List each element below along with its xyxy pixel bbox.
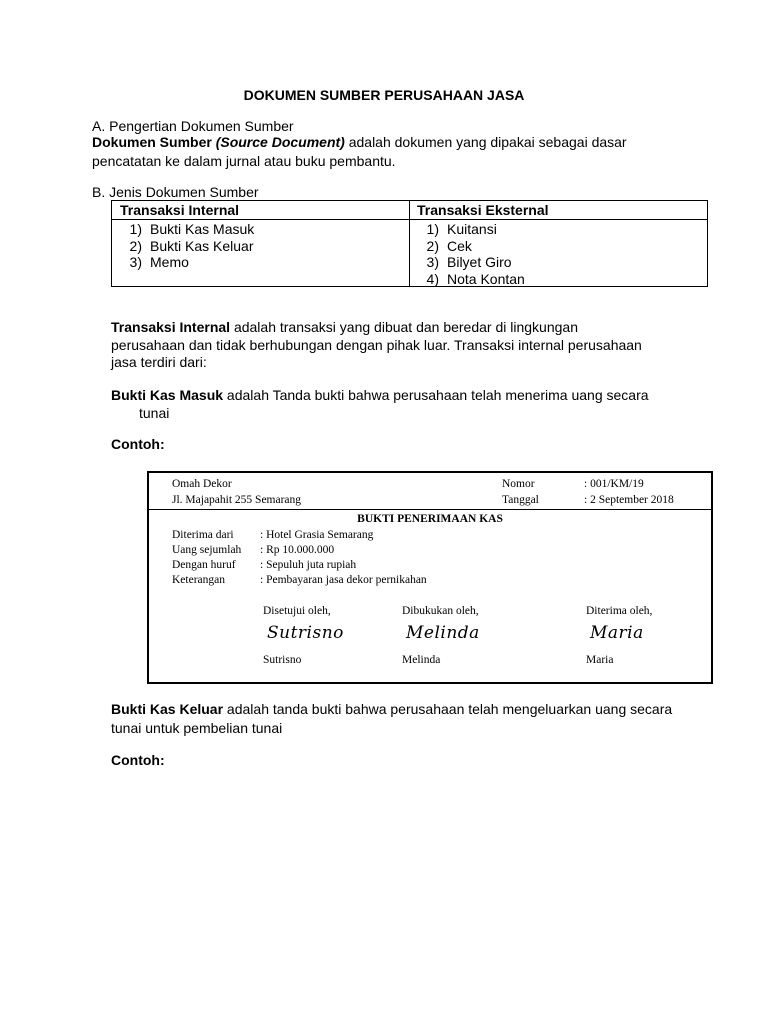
receipt-field-label: Uang sejumlah: [172, 544, 242, 556]
signer-role-booked: Dibukukan oleh,: [402, 605, 479, 617]
signature-maria: Maria: [590, 623, 644, 643]
receipt-address: Jl. Majapahit 255 Semarang: [172, 494, 302, 506]
list-item: 2) Bukti Kas Keluar: [129, 237, 254, 254]
section-a-definition-line-2: pencatatan ke dalam jurnal atau buku pembantu.: [92, 153, 396, 169]
section-b-heading: B. Jenis Dokumen Sumber: [92, 184, 259, 200]
receipt-company: Omah Dekor: [172, 478, 232, 490]
list-item: 4) Nota Kontan: [426, 270, 525, 287]
column-header-eksternal: Transaksi Eksternal: [417, 202, 549, 218]
section-a-term-italic: (Source Document): [215, 134, 345, 150]
section-a-definition-line-1: [92, 134, 627, 151]
receipt-nomor-label: Nomor: [502, 478, 535, 490]
receipt-heading: BUKTI PENERIMAAN KAS: [357, 513, 503, 525]
contoh-label: Contoh:: [111, 436, 165, 452]
page-title: DOKUMEN SUMBER PERUSAHAAN JASA: [243, 87, 525, 103]
kas-keluar-line-2: tunai untuk pembelian tunai: [111, 720, 283, 736]
receipt-nomor-value: : 001/KM/19: [584, 478, 644, 490]
receipt-field-label: Diterima dari: [172, 529, 234, 541]
section-a-term: Dokumen Sumber: [92, 134, 216, 150]
list-item: 3) Memo: [129, 254, 189, 270]
internal-para-line-1: Transaksi Internal adalah transaksi yang dibuat dan beredar di lingkungan: [111, 319, 578, 335]
signer-name-booked: Melinda: [402, 654, 441, 666]
receipt-field-value: : Sepuluh juta rupiah: [260, 559, 357, 571]
receipt-field-label: Dengan huruf: [172, 559, 236, 571]
kas-keluar-line-1: Bukti Kas Keluar adalah tanda bukti bahwa perusahaan telah mengeluarkan uang secara: [111, 701, 673, 717]
kas-masuk-term: Bukti Kas Masuk: [111, 387, 224, 403]
receipt-field-value: : Rp 10.000.000: [260, 544, 335, 556]
signer-name-received: Maria: [586, 654, 614, 666]
contoh-label: Contoh:: [111, 752, 165, 768]
kas-masuk-line-1: Bukti Kas Masuk adalah Tanda bukti bahwa perusahaan telah menerima uang secara: [111, 387, 649, 403]
section-a-definition-text: adalah dokumen yang dipakai sebagai dasar: [344, 134, 627, 150]
signer-role-approved: Disetujui oleh,: [263, 605, 331, 617]
jenis-dokumen-table: [111, 200, 708, 287]
receipt-tanggal-value: : 2 September 2018: [584, 494, 674, 506]
column-header-internal: Transaksi Internal: [120, 202, 240, 218]
signer-name-approved: Sutrisno: [263, 654, 302, 666]
signature-melinda: Melinda: [406, 623, 480, 643]
list-item: 1) Bukti Kas Masuk: [129, 221, 255, 237]
internal-para-term: Transaksi Internal: [111, 319, 231, 335]
receipt-field-value: : Hotel Grasia Semarang: [260, 529, 374, 541]
list-item: 2) Cek: [426, 237, 472, 254]
signature-sutrisno: Sutrisno: [267, 623, 344, 643]
kas-masuk-line-2: tunai: [139, 405, 170, 421]
section-a-heading: A. Pengertian Dokumen Sumber: [92, 118, 294, 134]
internal-para-line-2: perusahaan dan tidak berhubungan dengan pihak luar. Transaksi internal perusahaan: [111, 337, 642, 353]
list-item: 1) Kuitansi: [426, 221, 497, 237]
receipt-bukti-penerimaan-kas: [147, 471, 713, 684]
list-item: 3) Bilyet Giro: [426, 254, 512, 270]
table-column-divider: [409, 201, 410, 286]
internal-para-line-3: jasa terdiri dari:: [111, 354, 207, 370]
receipt-field-value: : Pembayaran jasa dekor pernikahan: [260, 574, 427, 586]
signer-role-received: Diterima oleh,: [586, 605, 653, 617]
receipt-tanggal-label: Tanggal: [502, 494, 539, 506]
kas-keluar-term: Bukti Kas Keluar: [111, 701, 224, 717]
receipt-field-label: Keterangan: [172, 574, 225, 586]
receipt-divider: [149, 509, 711, 510]
